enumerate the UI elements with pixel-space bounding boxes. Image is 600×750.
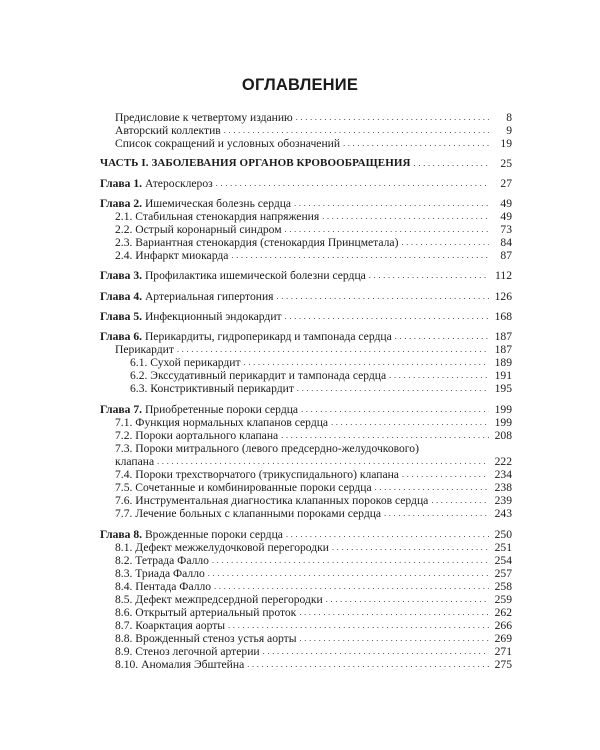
page-number: 27 (500, 177, 512, 190)
page-number: 275 (494, 658, 512, 671)
page-number: 199 (494, 416, 512, 429)
dot-leader (212, 553, 489, 567)
section-title: 7.5. Сочетанные и комбинированные пороки сердца (115, 481, 372, 494)
dot-leader (296, 110, 489, 124)
dot-leader (414, 156, 489, 170)
dot-leader (331, 415, 489, 429)
toc-section[interactable] (115, 566, 512, 580)
page-number: 8 (506, 111, 512, 124)
dot-leader (285, 309, 489, 323)
part-title: ЧАСТЬ I. ЗАБОЛЕВАНИЯ ОРГАНОВ КРОВООБРАЩЕНИЯ (100, 157, 411, 169)
page-number: 257 (494, 567, 512, 580)
toc-section[interactable] (115, 618, 512, 632)
page-number: 195 (494, 382, 512, 395)
section-title: 2.3. Вариантная стенокардия (стенокардия Принцметала) (115, 236, 399, 249)
chapter-title: Врожденные пороки сердца (144, 528, 283, 541)
dot-leader (322, 209, 489, 223)
section-title: 7.1. Функция нормальных клапанов сердца (115, 416, 329, 429)
chapter-label: Глава 1. (100, 177, 143, 190)
chapter-label: Глава 8. (100, 528, 143, 541)
page-number: 243 (494, 507, 512, 520)
section-title: 8.8. Врожденный стеноз устья аорты (115, 632, 297, 645)
chapter-title: Приобретенные пороки сердца (144, 403, 299, 416)
dot-leader (301, 402, 489, 416)
dot-leader (369, 268, 489, 282)
toc-section[interactable] (115, 480, 512, 494)
section-title: клапана (115, 455, 155, 468)
chapter-label: Глава 6. (100, 330, 143, 343)
toc-section[interactable] (115, 657, 512, 671)
toc-chapter[interactable] (100, 268, 512, 282)
toc-chapter[interactable] (100, 289, 512, 303)
page-number: 262 (494, 606, 512, 619)
dot-leader (375, 480, 489, 494)
dot-leader (157, 454, 489, 468)
toc-section[interactable] (115, 605, 512, 619)
toc-chapter[interactable] (100, 176, 512, 190)
section-title: 8.2. Тетрада Фалло (115, 554, 209, 567)
page-number: 87 (500, 249, 512, 262)
toc-section[interactable] (115, 248, 512, 262)
toc-section[interactable] (115, 540, 512, 554)
toc-chapter[interactable] (100, 309, 512, 323)
dot-leader (247, 657, 489, 671)
section-title: 7.6. Инструментальная диагностика клапанных пороков сердца (115, 494, 429, 507)
page-number: 208 (494, 429, 512, 442)
toc-section[interactable] (130, 381, 512, 395)
toc-chapter[interactable] (100, 402, 512, 416)
page-number: 258 (494, 580, 512, 593)
page-number: 25 (500, 157, 512, 170)
dot-leader (431, 493, 489, 507)
chapter-label: Глава 4. (100, 290, 143, 303)
page-number: 73 (500, 223, 512, 236)
page-number: 222 (494, 455, 512, 468)
dot-leader (244, 355, 489, 369)
section-title: 6.3. Констриктивный перикардит (130, 382, 294, 395)
section-title: 8.5. Дефект межпредсердной перегородки (115, 593, 323, 606)
toc-section[interactable] (115, 506, 512, 520)
page-number: 187 (494, 330, 512, 343)
toc-section[interactable] (130, 368, 512, 382)
page-number: 191 (494, 369, 512, 382)
toc-section-continuation[interactable] (115, 454, 512, 468)
page-number: 234 (494, 468, 512, 481)
page-number: 269 (494, 632, 512, 645)
page-number: 259 (494, 593, 512, 606)
section-title: 6.1. Сухой перикардит (130, 356, 241, 369)
chapter-label: Глава 2. (100, 197, 143, 210)
section-title: 7.3. Пороки митрального (левого предсердно-желудочкового) (115, 442, 419, 455)
chapter-title: Перикардиты, гидроперикард и тампонада сердца (144, 330, 392, 343)
page-number: 168 (494, 310, 512, 323)
section-title: 7.4. Пороки трехстворчатого (трикуспидального) клапана (115, 468, 399, 481)
dot-leader (285, 222, 489, 236)
toc-entry[interactable] (115, 110, 512, 124)
toc-section[interactable] (115, 493, 512, 507)
section-title: 2.2. Острый коронарный синдром (115, 223, 282, 236)
page-number: 254 (494, 554, 512, 567)
dot-leader (286, 527, 489, 541)
toc-section[interactable] (115, 592, 512, 606)
page-number: 9 (506, 124, 512, 137)
toc-section[interactable] (115, 222, 512, 236)
dot-leader (177, 342, 489, 356)
entry-title: Авторский коллектив (115, 124, 221, 137)
toc-entry[interactable] (115, 136, 512, 150)
chapter-label: Глава 7. (100, 403, 143, 416)
section-title: 2.4. Инфаркт миокарда (115, 249, 229, 262)
toc-section[interactable] (115, 467, 512, 481)
page-number: 266 (494, 619, 512, 632)
toc-chapter[interactable] (100, 329, 512, 343)
dot-leader (231, 248, 489, 262)
toc-section[interactable] (115, 415, 512, 429)
chapter-label: Глава 5. (100, 310, 143, 323)
toc-chapter[interactable] (100, 196, 512, 210)
page-number: 84 (500, 236, 512, 249)
toc-part-heading[interactable] (100, 156, 512, 170)
dot-leader (389, 368, 489, 382)
toc-section[interactable] (130, 355, 512, 369)
page-number: 199 (494, 403, 512, 416)
dot-leader (300, 631, 490, 645)
dot-leader (384, 506, 489, 520)
section-title: 7.7. Лечение больных с клапанными пороками сердца (115, 507, 382, 520)
dot-leader (224, 123, 489, 137)
dot-leader (326, 592, 489, 606)
section-title: 8.1. Дефект межжелудочковой перегородки (115, 541, 329, 554)
page-number: 189 (494, 356, 512, 369)
dot-leader (263, 644, 489, 658)
chapter-title: Артериальная гипертония (144, 290, 274, 303)
dot-leader (214, 579, 489, 593)
page-number: 112 (495, 269, 512, 282)
page-number: 49 (500, 210, 512, 223)
page-number: 238 (494, 481, 512, 494)
section-title: 8.6. Открытый артериальный проток (115, 606, 297, 619)
page-number: 251 (494, 541, 512, 554)
dot-leader (401, 235, 489, 249)
section-title: 8.4. Пентада Фалло (115, 580, 212, 593)
toc-section[interactable] (115, 209, 512, 223)
dot-leader (281, 428, 489, 442)
page-number: 271 (494, 645, 512, 658)
entry-title: Список сокращений и условных обозначений (115, 137, 341, 150)
toc-section[interactable] (115, 579, 512, 593)
dot-leader (332, 540, 489, 554)
dot-leader (299, 605, 489, 619)
toc-section[interactable] (115, 428, 512, 442)
toc-section[interactable] (115, 644, 512, 658)
toc-chapter[interactable] (100, 527, 512, 541)
section-title: 2.1. Стабильная стенокардия напряжения (115, 210, 320, 223)
entry-title: Предисловие к четвертому изданию (115, 111, 293, 124)
toc-section[interactable] (115, 342, 512, 356)
toc-section[interactable] (115, 631, 512, 645)
dot-leader (297, 381, 489, 395)
chapter-title: Профилактика ишемической болезни сердца (144, 269, 366, 282)
section-title: 8.10. Аномалия Эбштейна (115, 658, 245, 671)
page-number: 126 (494, 290, 512, 303)
chapter-label: Глава 3. (100, 269, 143, 282)
dot-leader (216, 176, 489, 190)
toc-section[interactable] (115, 441, 512, 455)
toc-entry[interactable] (115, 123, 512, 137)
page-title: ОГЛАВЛЕНИЕ (241, 76, 359, 94)
page-number: 19 (500, 137, 512, 150)
chapter-title: Инфекционный эндокардит (144, 310, 282, 323)
dot-leader (294, 196, 489, 210)
page-number: 187 (494, 343, 512, 356)
dot-leader (395, 329, 489, 343)
toc-section[interactable] (115, 553, 512, 567)
section-title: 8.3. Триада Фалло (115, 567, 205, 580)
dot-leader (228, 618, 489, 632)
dot-leader (402, 467, 489, 481)
section-title: 6.2. Экссудативный перикардит и тампонада сердца (130, 369, 387, 382)
chapter-title: Атеросклероз (144, 177, 213, 190)
page-number: 239 (494, 494, 512, 507)
dot-leader (208, 566, 489, 580)
section-title: 7.2. Пороки аортального клапана (115, 429, 279, 442)
section-title: 8.9. Стеноз легочной артерии (115, 645, 260, 658)
page-number: 49 (500, 197, 512, 210)
dot-leader (343, 136, 489, 150)
chapter-title: Ишемическая болезнь сердца (144, 197, 292, 210)
section-title: 8.7. Коарктация аорты (115, 619, 226, 632)
dot-leader (276, 289, 489, 303)
page-number: 250 (494, 528, 512, 541)
toc-section[interactable] (115, 235, 512, 249)
section-title: Перикардит (115, 343, 174, 356)
